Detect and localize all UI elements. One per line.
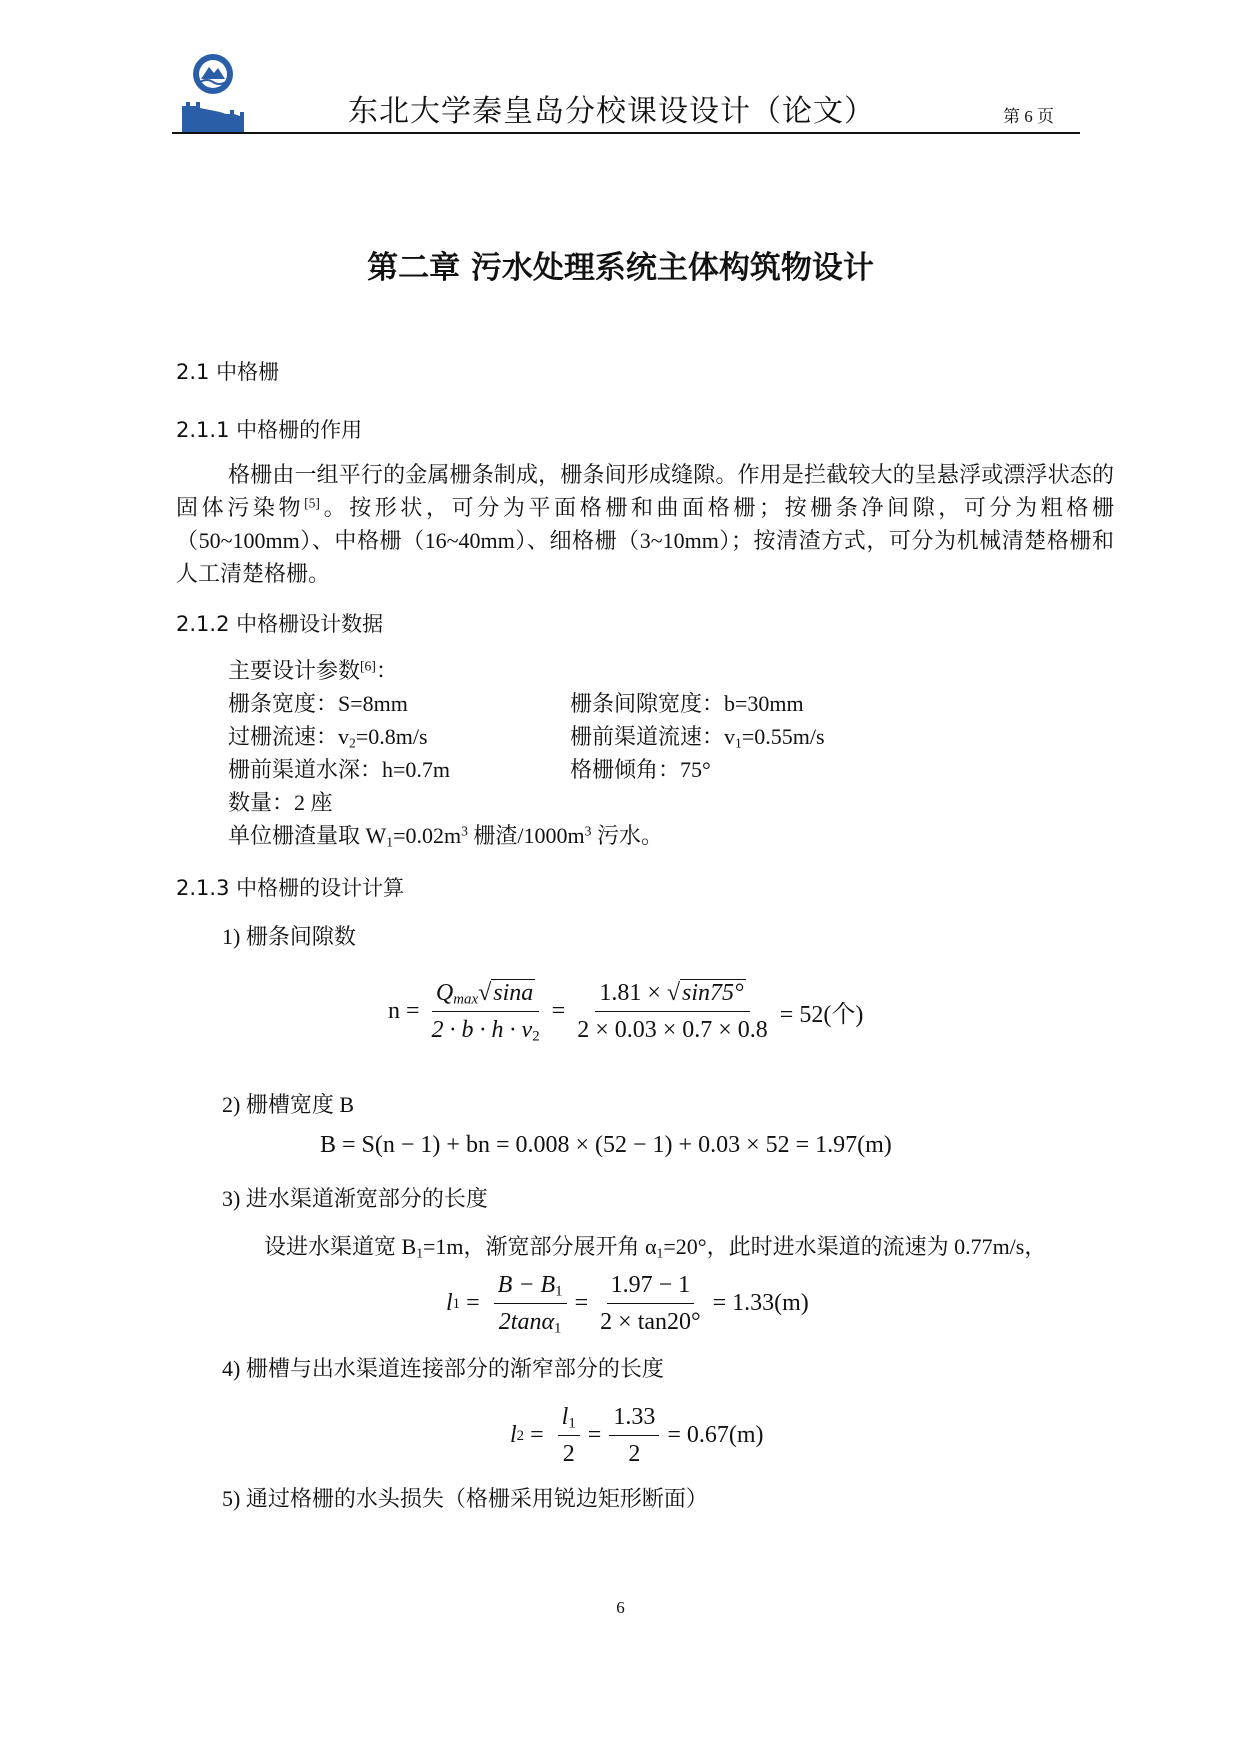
f4-lhs: l [510,1422,517,1448]
f4-eq2: = [587,1422,602,1448]
section-heading-2-1-1: 2.1.1 中格栅的作用 [176,418,363,442]
section-heading-2-1: 2.1 中格栅 [176,360,280,384]
f1-den: 2 · b · h · v [431,1017,533,1043]
f1-num2: 1.81 × [599,980,667,1006]
f4-den: 2 [562,1441,575,1467]
chapter-title: 第二章 污水处理系统主体构筑物设计 [367,250,874,286]
f1-den2: 2 × 0.03 × 0.7 × 0.8 [577,1017,768,1043]
paragraph-text-a: 格栅由一组平行的金属栅条制成，栅条间形成缝隙。作用是拦截较大的呈悬浮或漂浮状态的固体污染物 [176,462,1114,520]
f4-num: l [561,1404,569,1430]
f3-eq1: = [466,1290,480,1316]
f1-q-sub: max [453,991,479,1008]
f4-fraction-symbolic [558,1402,580,1469]
v1-label: 栅前渠道流速：v [570,724,736,749]
v1-sub: 1 [735,735,742,751]
item-2: 2) 栅槽宽度 B [222,1092,355,1117]
f4-eq1: = [530,1422,544,1448]
paragraph-grille-function [176,458,1114,590]
w-value: =0.02m [393,823,462,848]
design-params-intro [228,654,398,685]
formula-channel-width: B = S(n − 1) + bn = 0.008 × (52 − 1) + 0.03 × 52 = 1.97(m) [320,1132,892,1158]
v2-sub: 2 [349,735,356,751]
param-depth: 栅前渠道水深：h=0.7m [228,757,451,782]
w-sup2: 3 [584,823,592,839]
f1-fraction-numeric [573,978,772,1045]
f1-rad2: sin75° [682,980,744,1006]
f1-result: = 52(个) [779,1002,864,1028]
f3-den: 2tanα [498,1309,555,1335]
w-sub: 1 [386,834,394,850]
param-count: 数量：2 座 [228,790,333,815]
f1-rad: sina [493,980,534,1006]
f4-num2: 1.33 [609,1402,659,1436]
item3-sub1: 1 [416,1245,423,1261]
f3-num-sub: 1 [555,1283,563,1300]
f3-num2: 1.97 − 1 [607,1270,695,1304]
f1-sqrt-sign: √ [478,980,492,1006]
formula-widening-length: l 1 = $\frac{B - B_1}{2\tan\alpha_1}$ = $\frac{1.97 - 1}{2 \times \tan 20^\circ}$ = 1.33(m) [446,1272,809,1337]
paragraph-text-b: 。按形状，可分为平面格栅和曲面格栅；按栅条净间隙，可分为粗格栅（50~100mm）、中格栅（16~40mm）、细格栅（3~10mm）；按清渣方式，可分为机械清楚格栅和人工清楚格栅。 [176,495,1114,586]
f3-den2: 2 × tan20° [600,1309,701,1335]
item-3-description [264,1230,1046,1261]
formula-narrowing-length: l 2 = $\frac{l_1}{2}$ = $\frac{1.33}{2}$ = 0.67(m) [510,1404,764,1467]
item3-sub2: 1 [656,1245,664,1261]
item3-text-b: =1m，渐宽部分展开角 α [423,1234,657,1259]
item3-text-c: =20°，此时进水渠道的流速为 0.77m/s， [663,1234,1047,1259]
param-screenings [228,819,663,850]
f4-fraction-numeric [609,1402,659,1469]
university-logo [180,48,246,132]
f1-q: Q [435,980,454,1006]
f1-sqrt-sign-2: √ [666,980,681,1006]
header-rule [172,132,1080,134]
page-number: 6 [616,1598,625,1617]
v2-value: =0.8m/s [355,724,428,749]
intro-colon: ： [375,658,398,683]
section-heading-2-1-2: 2.1.2 中格栅设计数据 [176,612,384,636]
w-unit: 栅渣/1000m [467,823,585,848]
formula-gap-count [388,978,863,1045]
item3-text-a: 设进水渠道宽 B [264,1234,417,1259]
f3-num: B − B [497,1272,556,1298]
f1-fraction-symbolic [428,978,544,1045]
param-gap-width: 栅条间隙宽度：b=30mm [570,691,804,716]
f1-eq: = [551,998,566,1024]
param-angle: 格栅倾角：75° [570,757,711,782]
item-4: 4) 栅槽与出水渠道连接部分的渐窄部分的长度 [222,1356,664,1381]
v1-value: =0.55m/s [741,724,825,749]
citation-5: [5] [304,495,320,511]
header-title: 东北大学秦皇岛分校课设设计（论文） [348,94,875,129]
param-v2 [228,720,428,751]
f3-fraction-numeric [596,1270,704,1337]
item-1: 1) 栅条间隙数 [222,924,356,949]
v2-label: 过栅流速：v [228,724,350,749]
w-unit-end: 污水。 [591,823,663,848]
f3-fraction-symbolic [494,1270,567,1337]
item-3: 3) 进水渠道渐宽部分的长度 [222,1186,488,1211]
page-label: 第 6 页 [1003,107,1054,126]
f3-lhs: l [446,1290,453,1316]
f3-eq2: = [574,1290,589,1316]
section-heading-2-1-3: 2.1.3 中格栅的设计计算 [176,876,405,900]
item-5: 5) 通过格栅的水头损失（格栅采用锐边矩形断面） [222,1486,708,1511]
f4-num-sub: 1 [568,1415,576,1432]
w-label: 单位栅渣量取 W [228,823,387,848]
f4-result: = 0.67(m) [667,1422,764,1448]
f3-result: = 1.33(m) [712,1290,809,1316]
intro-text: 主要设计参数 [228,658,361,683]
param-v1 [570,720,825,751]
citation-6: [6] [360,658,376,674]
w-sup1: 3 [461,823,468,839]
f3-den-sub: 1 [554,1320,562,1337]
param-bar-width: 栅条宽度：S=8mm [228,691,408,716]
f1-den-sub: 2 [532,1028,540,1045]
f1-lhs: n = [388,998,420,1024]
f4-den2: 2 [628,1441,641,1467]
